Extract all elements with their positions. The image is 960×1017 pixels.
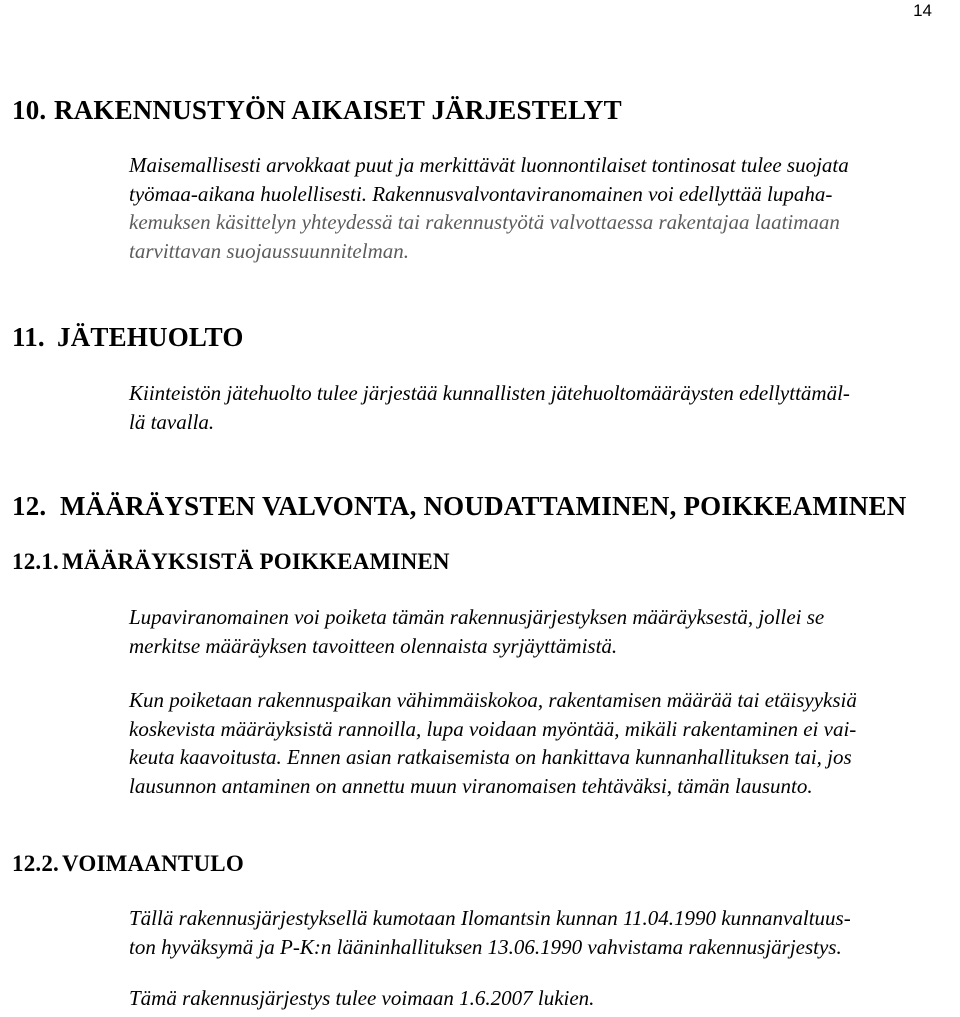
paragraph-line: lausunnon antaminen on annettu muun viranomaisen tehtäväksi, tämän lausunto. (129, 773, 813, 798)
paragraph-line: Kun poiketaan rakennuspaikan vähimmäiskokoa, rakentamisen määrää tai etäisyyksiä (129, 688, 857, 712)
section-10-paragraph (129, 151, 849, 265)
section-12-2-title: VOIMAANTULO (62, 851, 244, 876)
section-12-title: MÄÄRÄYSTEN VALVONTA, NOUDATTAMINEN, POIKKEAMINEN (60, 491, 907, 521)
section-11-title: JÄTEHUOLTO (57, 322, 244, 352)
section-12-heading (12, 490, 906, 522)
section-12-1-paragraph-1 (129, 603, 824, 660)
paragraph-line: merkitse määräyksen tavoitteen olennaista syrjäyttämistä. (129, 633, 618, 658)
paragraph-line: ton hyväksymä ja P-K:n lääninhallituksen 13.06.1990 vahvistama rakennusjärjestys. (129, 934, 842, 959)
section-12-1-heading (12, 548, 450, 576)
paragraph-line: kemuksen käsittelyn yhteydessä tai rakennustyötä valvottaessa rakentajaa laatimaan (129, 210, 840, 234)
section-12-number: 12. (12, 491, 47, 521)
paragraph-line: koskevista määräyksistä rannoilla, lupa voidaan myöntää, mikäli rakentaminen ei vai- (129, 716, 857, 741)
section-12-2-paragraph-1 (129, 904, 851, 961)
section-11-number: 11. (12, 322, 45, 352)
paragraph-line: Kiinteistön jätehuolto tulee järjestää kunnallisten jätehuoltomääräysten edellyttämäl- (129, 381, 850, 405)
paragraph-line: Tämä rakennusjärjestys tulee voimaan 1.6.2007 lukien. (129, 986, 595, 1010)
section-12-2-paragraph-2 (129, 984, 594, 1013)
section-12-1-number: 12.1. (12, 549, 59, 574)
section-11-paragraph (129, 379, 850, 436)
section-12-2-heading (12, 850, 244, 878)
paragraph-line: Maisemallisesti arvokkaat puut ja merkittävät luonnontilaiset tontinosat tulee suojata (129, 153, 849, 177)
section-10-title: RAKENNUSTYÖN AIKAISET JÄRJESTELYT (54, 95, 622, 125)
section-10-heading (12, 94, 622, 126)
section-11-heading (12, 321, 244, 353)
section-12-2-number: 12.2. (12, 851, 59, 876)
paragraph-line: lä tavalla. (129, 409, 215, 434)
paragraph-line: keuta kaavoitusta. Ennen asian ratkaisemista on hankittava kunnanhallituksen tai, jos (129, 745, 852, 769)
paragraph-line: Lupaviranomainen voi poiketa tämän rakennusjärjestyksen määräyksestä, jollei se (129, 605, 825, 629)
page-number: 14 (913, 1, 932, 20)
section-12-1-paragraph-2 (129, 686, 857, 800)
section-10-number: 10. (12, 95, 47, 125)
section-12-1-title: MÄÄRÄYKSISTÄ POIKKEAMINEN (62, 549, 450, 574)
paragraph-line: työmaa-aikana huolellisesti. Rakennusvalvontaviranomainen voi edellyttää lupaha- (129, 181, 833, 206)
paragraph-line: tarvittavan suojaussuunnitelman. (129, 238, 409, 263)
paragraph-line: Tällä rakennusjärjestyksellä kumotaan Ilomantsin kunnan 11.04.1990 kunnanvaltuus- (129, 906, 851, 930)
